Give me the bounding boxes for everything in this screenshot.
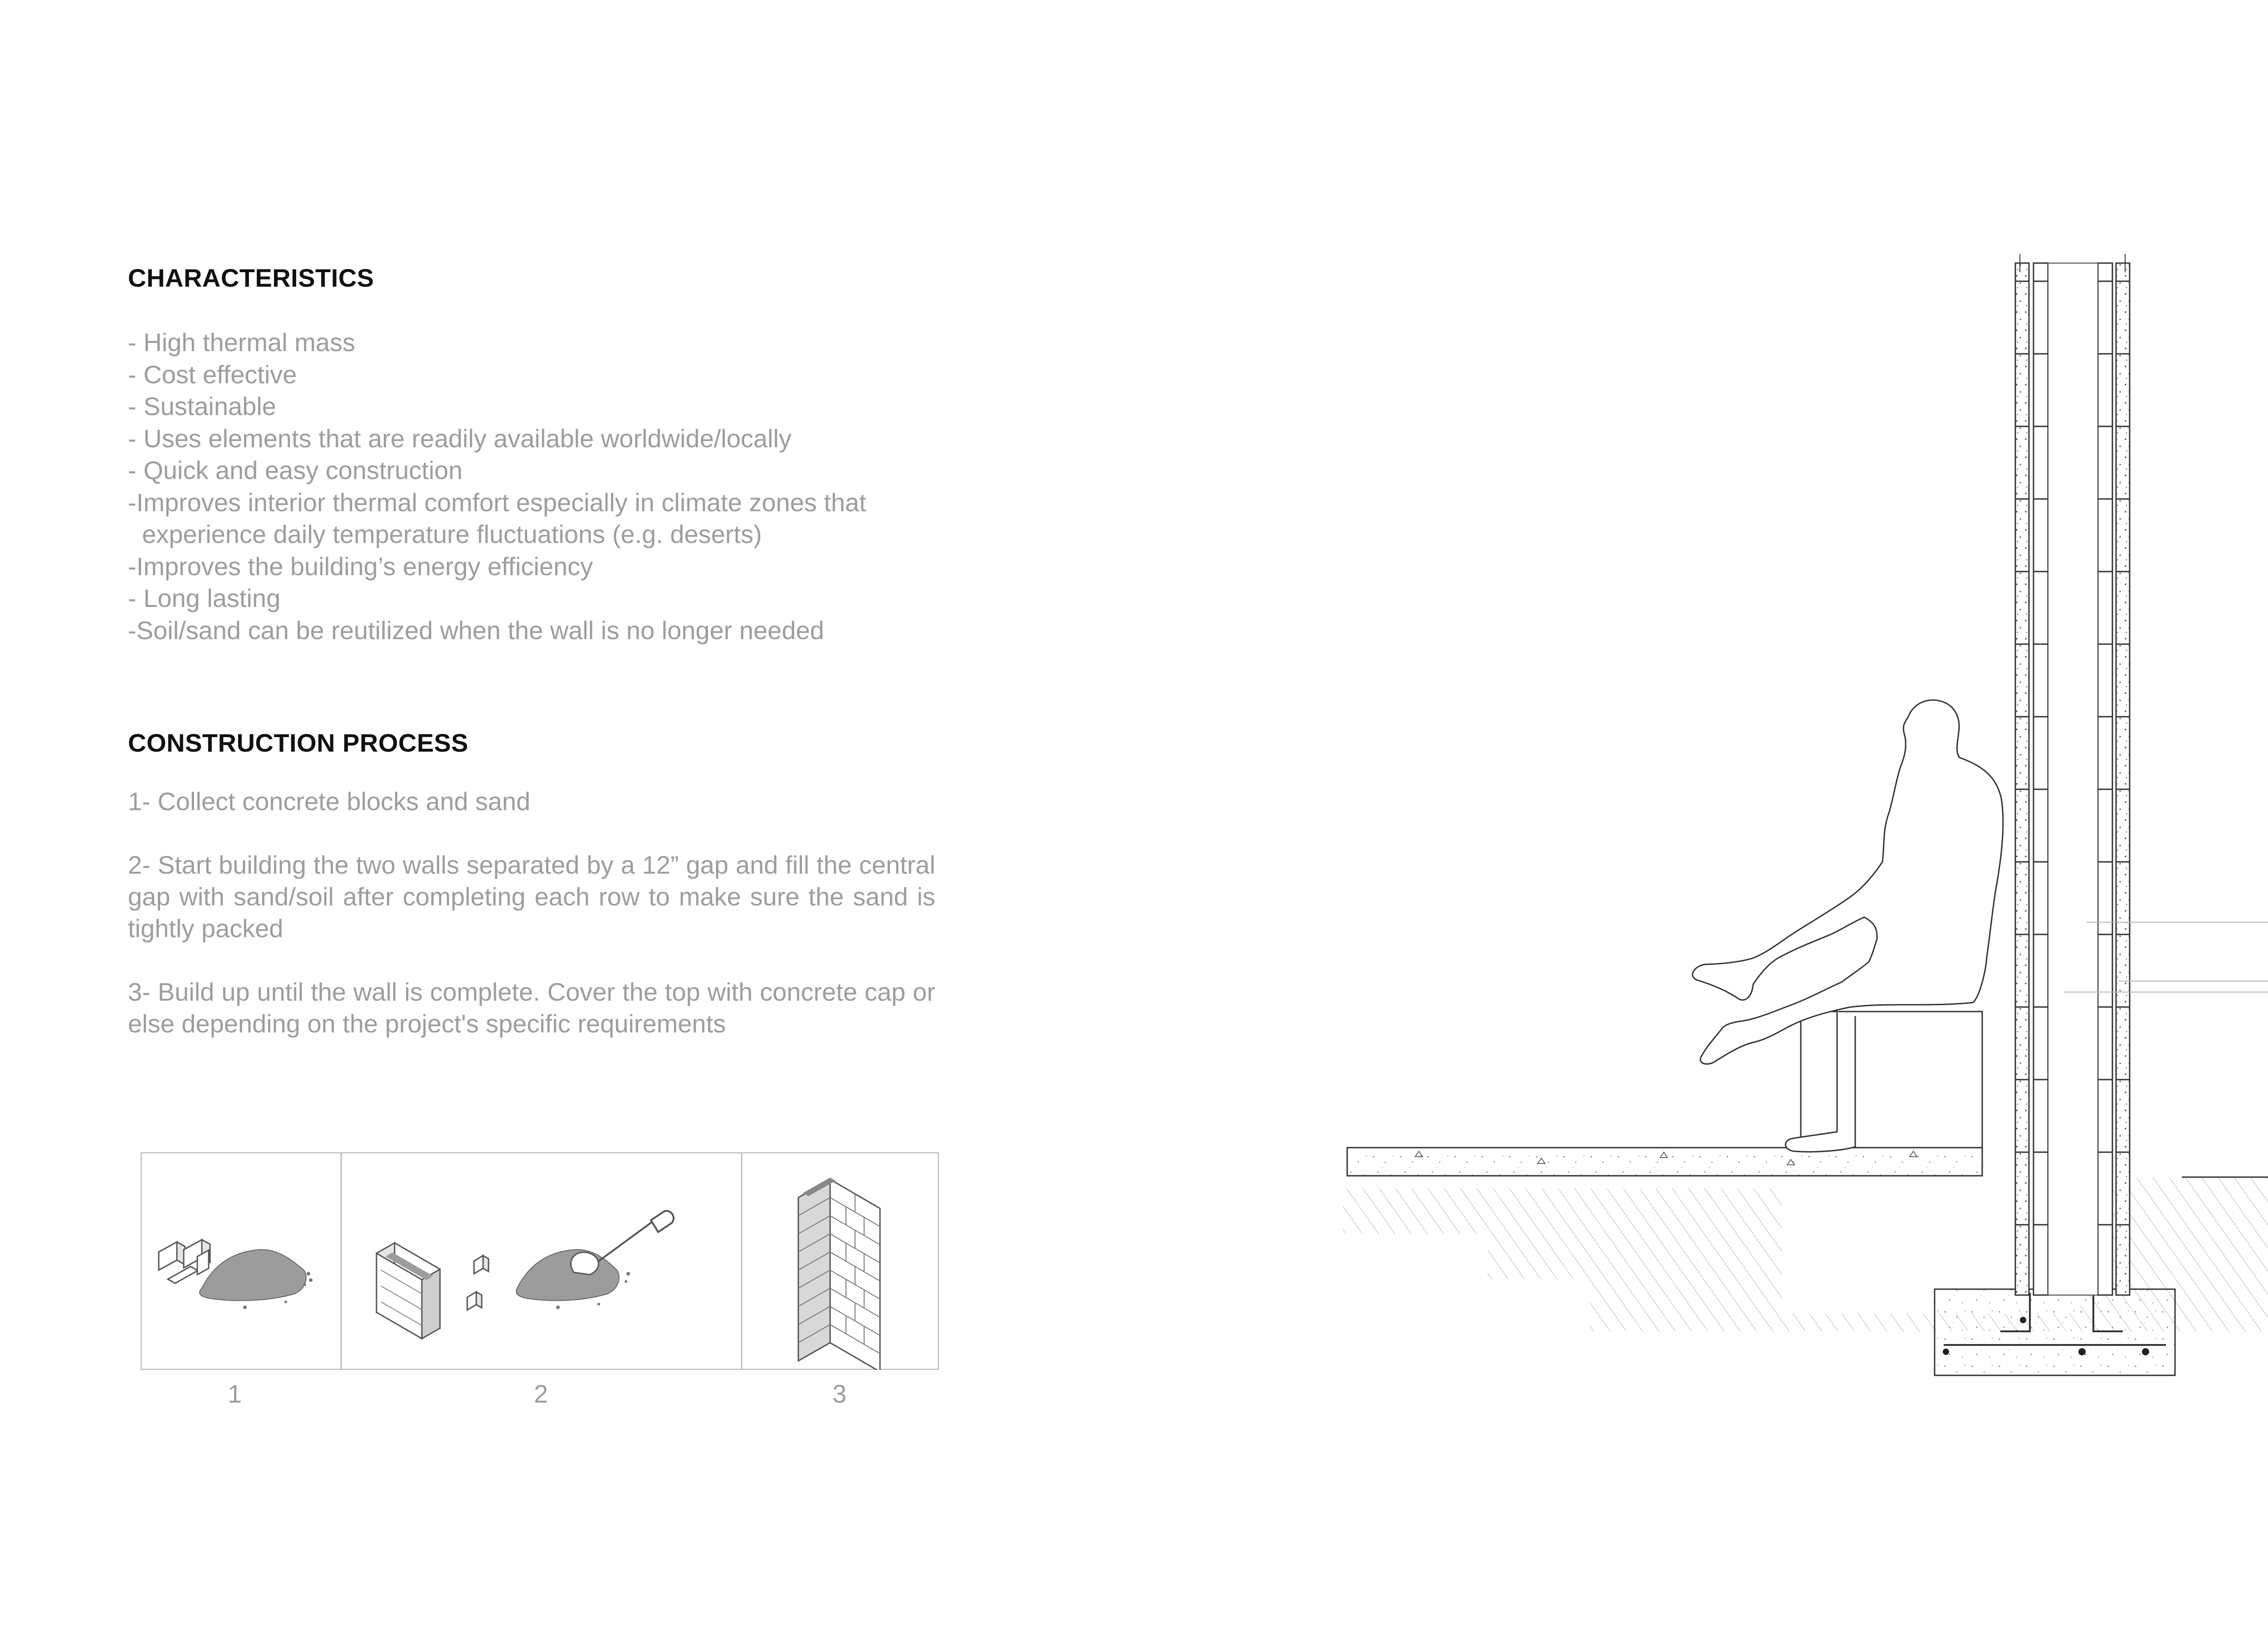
characteristic-item: - Cost effective (128, 360, 297, 389)
seated-person-silhouette-icon (1692, 700, 2003, 1064)
characteristic-item: -Soil/sand can be reutilized when the wall is no longer needed (128, 616, 824, 645)
panel-number-2: 2 (534, 1379, 548, 1408)
panel-number-1: 1 (228, 1379, 242, 1408)
construction-step: 1- Collect concrete blocks and sand (128, 787, 531, 816)
characteristic-item: -Improves interior thermal comfort especially in climate zones that (128, 488, 866, 517)
characteristic-item: - Uses elements that are readily available worldwide/locally (128, 424, 792, 453)
characteristic-item: - Quick and easy construction (128, 456, 463, 484)
process-panels (141, 1152, 939, 1370)
characteristic-item: - High thermal mass (128, 328, 356, 357)
l-shaped-wall-and-shovel-icon (376, 1211, 674, 1339)
characteristics-list (128, 327, 944, 646)
completed-wall-icon (798, 1178, 880, 1370)
concrete-blocks-and-sand-pile-icon (159, 1240, 313, 1309)
construction-step: 2- Start building the two walls separated by a 12” gap and fill the central gap with sand/soil after completing each row to make sure the sand is tightly packed (128, 851, 935, 943)
characteristic-item: - Sustainable (128, 392, 276, 420)
characteristic-item: experience daily temperature fluctuations (e.g. deserts) (128, 520, 762, 548)
wall-section-drawing (1343, 254, 2268, 1379)
panel-number-3: 3 (832, 1379, 847, 1408)
characteristic-item: -Improves the building’s energy efficiency (128, 552, 593, 581)
characteristic-item: - Long lasting (128, 584, 281, 612)
construction-step: 3- Build up until the wall is complete. Cover the top with concrete cap or else depending on the project's specific requirements (128, 978, 935, 1038)
construction-steps (128, 786, 935, 1071)
construction-heading: CONSTRUCTION PROCESS (128, 728, 469, 757)
characteristics-heading: CHARACTERISTICS (128, 264, 374, 292)
